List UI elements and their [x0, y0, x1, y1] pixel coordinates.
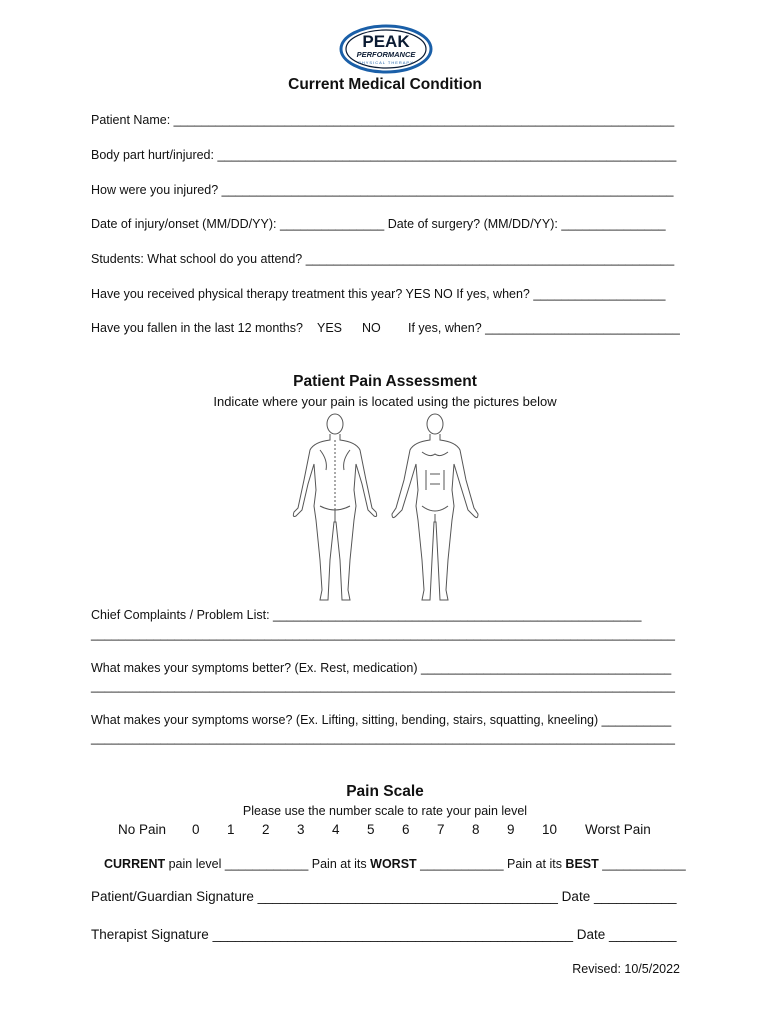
revised-date: Revised: 10/5/2022: [572, 962, 680, 976]
pain-scale-subtitle: Please use the number scale to rate your pain level: [242, 804, 528, 818]
fallen-when-field[interactable]: If yes, when? ____________________________: [408, 321, 680, 335]
injury-surgery-date-field[interactable]: Date of injury/onset (MM/DD/YY): _______________ Date of surgery? (MM/DD/YY): _______________: [91, 217, 666, 231]
current-label: CURRENT: [104, 857, 166, 871]
pain-scale-number[interactable]: 4: [332, 822, 340, 837]
pain-scale-title: Pain Scale: [346, 783, 424, 800]
symptoms-worse-field[interactable]: What makes your symptoms worse? (Ex. Lifting, sitting, bending, stairs, squatting, kneeling) __________: [91, 713, 672, 727]
body-diagram[interactable]: [280, 410, 490, 606]
page-title: Current Medical Condition: [288, 76, 482, 93]
symptoms-worse-line[interactable]: ____________________________________________________________________________________: [91, 731, 675, 745]
current-pain-field[interactable]: pain level ____________: [165, 857, 309, 871]
fallen-yes-option[interactable]: YES: [317, 321, 343, 335]
pain-scale-no-pain-label: No Pain: [118, 822, 167, 837]
best-pain-field[interactable]: ____________: [598, 857, 686, 871]
pain-level-row[interactable]: [104, 857, 686, 871]
pain-scale-number[interactable]: 7: [437, 822, 445, 837]
fallen-question: Have you fallen in the last 12 months?: [91, 321, 303, 335]
school-field[interactable]: Students: What school do you attend? _____________________________________________________: [91, 252, 675, 266]
best-prefix: Pain at its: [503, 857, 566, 871]
therapist-signature-field[interactable]: Therapist Signature ________________________________________________ Date _________: [91, 927, 677, 942]
svg-text:PHYSICAL THERAPY: PHYSICAL THERAPY: [358, 60, 414, 65]
body-back-view: [293, 414, 376, 600]
pain-assessment-subtitle: Indicate where your pain is located using the pictures below: [213, 394, 557, 409]
symptoms-better-field[interactable]: What makes your symptoms better? (Ex. Rest, medication) ____________________________________: [91, 661, 672, 675]
worst-label: WORST: [370, 857, 417, 871]
peak-performance-logo: [338, 22, 434, 76]
pain-scale-number[interactable]: 2: [262, 822, 270, 837]
patient-signature-field[interactable]: Patient/Guardian Signature ________________________________________ Date ___________: [91, 889, 677, 904]
worst-prefix: Pain at its: [308, 857, 371, 871]
svg-text:PERFORMANCE: PERFORMANCE: [356, 50, 416, 59]
pain-scale-number[interactable]: 9: [507, 822, 515, 837]
chief-complaints-field[interactable]: Chief Complaints / Problem List: _____________________________________________________: [91, 608, 642, 622]
best-label: BEST: [565, 857, 599, 871]
pain-scale-number[interactable]: 1: [227, 822, 235, 837]
pain-scale-worst-pain-label: Worst Pain: [585, 822, 651, 837]
pain-scale-number[interactable]: 10: [542, 822, 558, 837]
pain-scale-number[interactable]: 8: [472, 822, 480, 837]
how-injured-field[interactable]: How were you injured? _________________________________________________________________: [91, 183, 674, 197]
patient-name-field[interactable]: Patient Name: ________________________________________________________________________: [91, 113, 675, 127]
pain-scale-number[interactable]: 0: [192, 822, 200, 837]
chief-complaints-line[interactable]: ____________________________________________________________________________________: [91, 627, 675, 641]
pain-assessment-title: Patient Pain Assessment: [293, 373, 477, 390]
symptoms-better-line[interactable]: ____________________________________________________________________________________: [91, 679, 675, 693]
pt-treatment-field[interactable]: Have you received physical therapy treatment this year? YES NO If yes, when? ___________________: [91, 287, 666, 301]
svg-text:PEAK: PEAK: [362, 32, 410, 51]
worst-pain-field[interactable]: ____________: [416, 857, 504, 871]
pain-scale-number[interactable]: 3: [297, 822, 305, 837]
pain-scale-number[interactable]: 6: [402, 822, 410, 837]
body-front-view: [392, 414, 478, 600]
fallen-no-option[interactable]: NO: [362, 321, 381, 335]
body-part-field[interactable]: Body part hurt/injured: __________________________________________________________________: [91, 148, 677, 162]
pain-scale-number[interactable]: 5: [367, 822, 375, 837]
